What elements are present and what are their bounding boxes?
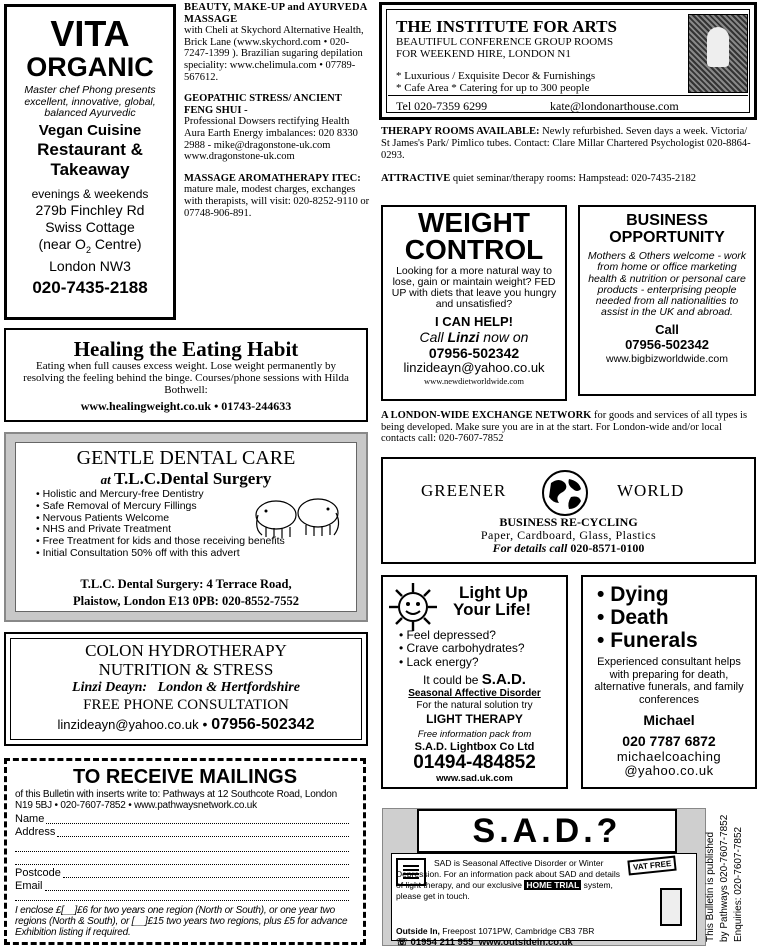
light-title-2: Your Life! bbox=[453, 600, 532, 619]
sad-trial: HOME TRIAL bbox=[526, 880, 580, 890]
institute-photo bbox=[688, 14, 748, 93]
healing-contact: www.healingweight.co.uk • 01743-244633 bbox=[80, 399, 292, 413]
mailings-name-row[interactable] bbox=[7, 811, 363, 826]
weight-call-b: now on bbox=[479, 329, 529, 345]
weight-title-2: CONTROL bbox=[404, 234, 544, 265]
greener-world-ad bbox=[381, 457, 756, 564]
greener-word-1: GREENER bbox=[421, 481, 507, 500]
vita-addr-1: 279b Finchley Rd bbox=[35, 201, 145, 218]
sad-desc-2: system, please get in touch. bbox=[396, 880, 613, 901]
greener-items: Paper, Cardboard, Glass, Plastics bbox=[480, 528, 657, 542]
colon-names: Linzi Deayn: London & Hertfordshire bbox=[72, 680, 300, 695]
light-title-1: Light Up bbox=[459, 583, 528, 602]
weight-call-a: Call bbox=[419, 329, 448, 345]
greener-word-2: WORLD bbox=[617, 481, 685, 500]
vita-phone: 020-7435-2188 bbox=[32, 278, 148, 298]
greener-details bbox=[383, 541, 754, 556]
footer-line-3: Enquiries: 020-7607-7852 bbox=[733, 826, 744, 942]
classified-geopathic bbox=[184, 93, 370, 163]
light-info: Free information pack from bbox=[417, 729, 532, 740]
mailings-email-field[interactable] bbox=[45, 880, 349, 891]
dental-inner bbox=[15, 442, 357, 612]
dental-item: • Safe Removal of Mercury Fillings bbox=[36, 501, 285, 513]
healing-phone: 01743-244633 bbox=[221, 399, 292, 413]
weight-title-1: WEIGHT bbox=[418, 207, 530, 238]
dental-address-1: T.L.C. Dental Surgery: 4 Terrace Road, bbox=[80, 577, 292, 591]
mailings-enclose: I enclose £[__]£6 for two years one region (North or South), or one year two regions (North & South), or [__]£15 two years two regions, plus £5 for advance Exhibition listing if required. bbox=[15, 905, 348, 938]
dying-l3: Funerals bbox=[610, 629, 698, 652]
mailings-address-row[interactable] bbox=[7, 826, 363, 839]
sad-outside-addr: Freepost 1071PW, Cambridge CB3 7BR bbox=[439, 926, 595, 936]
vita-organic-ad bbox=[4, 4, 176, 320]
healing-ad bbox=[4, 328, 368, 422]
business-title-2: OPPORTUNITY bbox=[609, 229, 725, 246]
business-body: Mothers & Others welcome - work from home or office marketing health & nutrition or personal care products - enterprising people needed from all nationalities to assist in the UK and abroad. bbox=[587, 250, 747, 319]
mailings-email-row[interactable] bbox=[7, 880, 363, 893]
sad-lamp-icon bbox=[660, 888, 682, 926]
footer-vertical bbox=[704, 742, 758, 942]
classified-massage-body: mature male, modest charges, exchanges with therapists, will visit: 020-8252-9110 or 07748-906-891. bbox=[184, 184, 370, 219]
dental-subtitle bbox=[16, 469, 356, 489]
sad-title: S.A.D.? bbox=[417, 809, 677, 853]
weight-web[interactable]: www.newdietworldwide.com bbox=[423, 376, 524, 386]
weight-email[interactable]: linzideayn@yahoo.co.uk bbox=[403, 360, 545, 375]
greener-head: BUSINESS RE-CYCLING bbox=[499, 515, 638, 529]
attractive-head: ATTRACTIVE bbox=[381, 173, 451, 184]
sad-desc-1: SAD is Seasonal Affective Disorder or Winter Depression. For an information pack about SAD and details of light therapy, and our exclusive bbox=[396, 858, 620, 890]
weight-phone: 07956-502342 bbox=[428, 345, 520, 361]
dental-item: • NHS and Private Treatment bbox=[36, 524, 285, 536]
healing-web[interactable]: www.healingweight.co.uk bbox=[80, 399, 212, 413]
classified-geopathic-body: Professional Dowsers rectifying Health Aura Earth Energy imbalances: 020 8330 2988 - mike@dragonstone-uk.com www.dragonstone-uk.com bbox=[184, 116, 358, 163]
mailings-postcode-field[interactable] bbox=[63, 867, 349, 878]
light-sad-full: Seasonal Affective Disorder bbox=[408, 688, 541, 699]
institute-bullet-2: * Cafe Area * Catering for up to 300 people bbox=[396, 82, 590, 94]
therapy-head: THERAPY ROOMS AVAILABLE: bbox=[381, 126, 540, 137]
mailings-address-field[interactable] bbox=[57, 826, 349, 837]
sad-phone: 01954 211 955 bbox=[410, 937, 474, 948]
weight-help: I CAN HELP! bbox=[435, 314, 513, 329]
light-up-ad bbox=[381, 575, 568, 789]
light-company: S.A.D. Lightbox Co Ltd bbox=[414, 741, 535, 753]
institute-bullet-1: * Luxurious / Exquisite Decor & Furnishings bbox=[396, 70, 596, 82]
dying-line-2: • Death bbox=[597, 606, 669, 629]
sad-body-panel bbox=[391, 853, 697, 948]
dental-item: • Initial Consultation 50% off with this advert bbox=[36, 548, 285, 560]
institute-ad bbox=[379, 2, 757, 120]
dental-care-ad bbox=[4, 432, 368, 622]
mailings-postcode-row[interactable] bbox=[7, 865, 363, 880]
mailings-email-label: Email bbox=[15, 880, 43, 892]
dental-item: • Free Treatment for kids and those receiving benefits bbox=[36, 536, 285, 548]
colon-title-1: COLON HYDROTHERAPY bbox=[85, 641, 287, 660]
light-natural: For the natural solution try bbox=[416, 700, 533, 711]
light-item: • Feel depressed? bbox=[399, 629, 525, 642]
colon-phone: 07956-502342 bbox=[211, 716, 315, 733]
greener-phone: 020-8571-0100 bbox=[570, 541, 645, 555]
vita-hours: evenings & weekends bbox=[31, 186, 149, 201]
mailings-form bbox=[4, 758, 366, 945]
vita-cuisine-1: Vegan Cuisine bbox=[38, 121, 142, 139]
business-phone: 07956-502342 bbox=[625, 336, 709, 352]
dying-name: Michael bbox=[643, 712, 695, 728]
mailings-address-line-3[interactable] bbox=[15, 852, 349, 865]
classified-beauty-head: BEAUTY, MAKE-UP and AYURVEDA MASSAGE bbox=[184, 2, 367, 25]
vita-blurb: Master chef Phong presents excellent, innovative, global, balanced Ayurvedic bbox=[24, 84, 156, 119]
classified-geopathic-head: GEOPATHIC STRESS/ ANCIENT FENG SHUI - bbox=[184, 93, 342, 116]
colon-contact: linzideayn@yahoo.co.uk • 07956-502342 bbox=[57, 716, 315, 733]
vita-addr-4: London NW3 bbox=[49, 258, 131, 275]
dental-sub-at: at bbox=[100, 472, 114, 487]
light-could bbox=[383, 671, 566, 688]
institute-photo-figure-icon bbox=[707, 27, 729, 67]
exchange-body: for goods and services of all types is being developed. Make sure you are in at the start. For London-wide and/or local contacts call: 020-7607-7852 bbox=[381, 410, 748, 444]
weight-call bbox=[383, 329, 565, 345]
institute-tel: Tel 020-7359 6299 bbox=[396, 99, 488, 113]
sad-web[interactable]: www.outsidein.co.uk bbox=[478, 937, 573, 948]
dental-item: • Nervous Patients Welcome bbox=[36, 513, 285, 525]
light-could-a: It could be bbox=[423, 673, 482, 687]
colon-title-2: NUTRITION & STRESS bbox=[98, 660, 274, 679]
light-web[interactable]: www.sad.uk.com bbox=[436, 773, 513, 784]
healing-title: Healing the Eating Habit bbox=[73, 337, 299, 361]
sad-contact: ☏ 01954 211 955 www.outsidein.co.uk bbox=[396, 937, 573, 948]
mailings-divider bbox=[15, 893, 349, 901]
therapy-rooms-classified bbox=[381, 126, 757, 162]
light-item: • Lack energy? bbox=[399, 656, 525, 669]
mailings-address-line-2[interactable] bbox=[15, 839, 349, 852]
attractive-classified bbox=[381, 173, 757, 185]
dental-sub-name: T.L.C.Dental Surgery bbox=[113, 469, 272, 488]
light-therapy: LIGHT THERAPY bbox=[426, 712, 523, 726]
colon-free: FREE PHONE CONSULTATION bbox=[83, 697, 289, 713]
sad-outside-in-ad bbox=[382, 808, 706, 946]
vita-addr-2: Swiss Cottage bbox=[45, 218, 135, 235]
dental-list bbox=[36, 489, 285, 560]
vita-addr-3 bbox=[7, 236, 173, 259]
dental-title: GENTLE DENTAL CARE bbox=[76, 447, 296, 469]
business-opportunity-ad bbox=[578, 205, 756, 396]
exchange-network-classified bbox=[381, 410, 757, 445]
light-list bbox=[399, 629, 525, 669]
dying-body: Experienced consultant helps with preparing for death, alternative funerals, and family conferences bbox=[594, 656, 744, 706]
colon-hydrotherapy-ad bbox=[4, 632, 368, 746]
mailings-name-field[interactable] bbox=[46, 813, 349, 824]
dying-line-3: • Funerals bbox=[597, 629, 698, 652]
dental-item: • Holistic and Mercury-free Dentistry bbox=[36, 489, 285, 501]
mailings-intro: of this Bulletin with inserts write to: Pathways at 12 Southcote Road, London N19 5BJ • 020-7607-7852 • www.pathwaysnetwork.co.uk bbox=[15, 789, 338, 811]
colon-email[interactable]: linzideayn@yahoo.co.uk bbox=[57, 717, 199, 732]
dying-l1: Dying bbox=[610, 583, 669, 606]
classified-massage-head: MASSAGE AROMATHERAPY ITEC: bbox=[184, 172, 361, 184]
mailings-address-label: Address bbox=[15, 826, 56, 838]
institute-title: THE INSTITUTE FOR ARTS bbox=[396, 17, 617, 36]
exchange-head: A LONDON-WIDE EXCHANGE NETWORK bbox=[381, 410, 592, 421]
dental-address-2: Plaistow, London E13 0PB: 020-8552-7552 bbox=[72, 594, 300, 608]
business-call: Call bbox=[655, 321, 679, 337]
dying-l2: Death bbox=[610, 606, 669, 629]
institute-sub-1: BEAUTIFUL CONFERENCE GROUP ROOMS bbox=[396, 36, 614, 48]
vita-addr-3b: Centre) bbox=[90, 235, 142, 252]
classified-massage bbox=[184, 173, 370, 219]
mailings-name-label: Name bbox=[15, 813, 45, 825]
institute-email: kate@londonarthouse.com bbox=[550, 99, 679, 113]
weight-call-name: Linzi bbox=[447, 329, 480, 345]
attractive-body: quiet seminar/therapy rooms: Hampstead: 020-7435-2182 bbox=[450, 173, 697, 184]
dying-email[interactable]: michaelcoaching @yahoo.co.uk bbox=[616, 749, 722, 778]
classified-beauty bbox=[184, 2, 370, 83]
sad-outside-name: Outside In, bbox=[396, 926, 440, 936]
healing-body: Eating when full causes excess weight. Lose weight permanently by resolving the feeling behind the binge. Courses/phone sessions with Hilda Bothwell: bbox=[23, 360, 349, 396]
light-phone: 01494-484852 bbox=[413, 752, 536, 773]
weight-control-ad bbox=[381, 205, 567, 401]
therapy-body: Newly refurbished. Seven days a week. Victoria/ St James's Park/ Pimlico tubes. Contact: Clare Millar Chartered Psychologist 020-8864-0293. bbox=[381, 126, 751, 161]
light-item: • Crave carbohydrates? bbox=[399, 642, 525, 655]
vita-addr-3a: (near O bbox=[38, 235, 86, 252]
weight-body: Looking for a more natural way to lose, gain or maintain weight? FED UP with diets that leave you hungry and unsatisfied? bbox=[391, 265, 557, 310]
business-web[interactable]: www.bigbizworldwide.com bbox=[606, 352, 728, 365]
dental-elephants-icon bbox=[252, 493, 344, 541]
globe-icon bbox=[541, 469, 589, 517]
classified-beauty-body: with Cheli at Skychord Alternative Health, Brick Lane (www.skychord.com • 020-7247-1399 ). Brazilian sugaring depilation speciality: www.chelimula.com • 07789-567612. bbox=[184, 25, 364, 83]
vita-title: VITA bbox=[50, 13, 130, 54]
sad-outside bbox=[396, 926, 594, 936]
vita-cuisine-3: Takeaway bbox=[50, 159, 130, 179]
business-title-1: BUSINESS bbox=[626, 212, 708, 229]
vita-title-2: ORGANIC bbox=[26, 52, 154, 82]
dying-line-1: • Dying bbox=[597, 583, 669, 606]
light-could-b: S.A.D. bbox=[481, 671, 526, 688]
mailings-postcode-label: Postcode bbox=[15, 867, 61, 879]
classifieds-column bbox=[184, 2, 370, 219]
vita-cuisine-2: Restaurant & bbox=[37, 139, 143, 159]
sun-face-icon bbox=[387, 581, 439, 633]
footer-line-1: This Bulletin is published bbox=[705, 831, 716, 942]
vita-addr-3-sub: 2 bbox=[85, 244, 91, 255]
sad-desc bbox=[396, 858, 628, 902]
institute-sub-2: FOR WEEKEND HIRE, LONDON N1 bbox=[396, 48, 571, 60]
footer-line-2: by Pathways 020-7607-7852 bbox=[719, 814, 730, 942]
dying-phone: 020 7787 6872 bbox=[622, 733, 716, 749]
mailings-title: TO RECEIVE MAILINGS bbox=[72, 766, 298, 788]
greener-details-label: For details call bbox=[492, 541, 568, 555]
sad-vat-free-stamp: VAT FREE bbox=[627, 856, 677, 876]
